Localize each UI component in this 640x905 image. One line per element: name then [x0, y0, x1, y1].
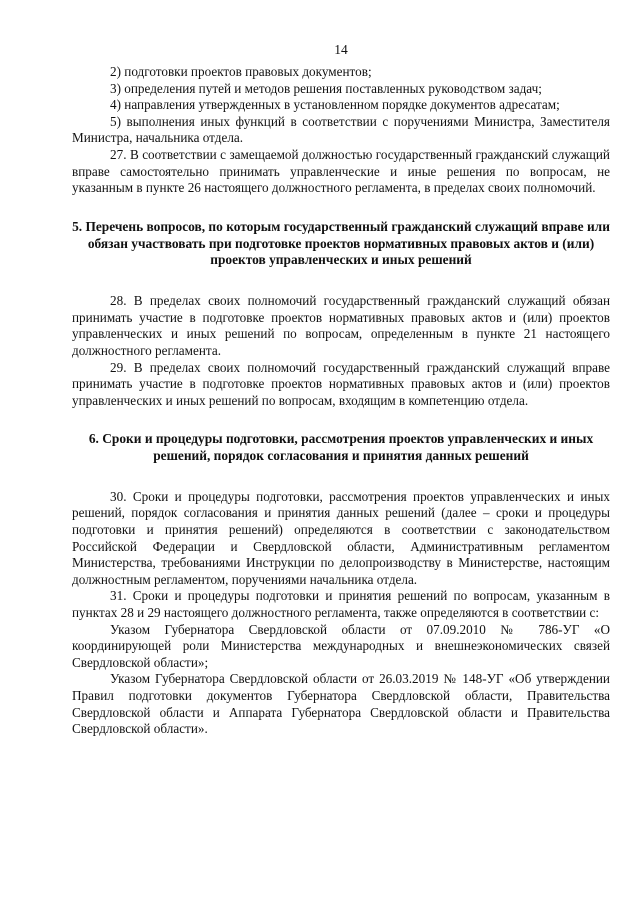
decree-786: Указом Губернатора Свердловской области от 07.09.2010 № 786-УГ «О координирующей роли Министерства международных и внешнеэкономических связей Свердловской области»; [72, 621, 610, 670]
list-item-3: 3) определения путей и методов решения поставленных руководством задач; [110, 80, 542, 96]
paragraph-31: 31. Сроки и процедуры подготовки и принятия решений по вопросам, указанным в пунктах 28 и 29 настоящего должностного регламента, также определяются в соответствии с: [72, 588, 610, 621]
paragraph-29: 29. В пределах своих полномочий государственный гражданский служащий вправе принимать участие в подготовке проектов нормативных правовых актов и (или) проектов управленческих и иных решений по вопросам, входящим в компетенцию отдела. [72, 359, 610, 408]
decree-148: Указом Губернатора Свердловской области от 26.03.2019 № 148-УГ «Об утверждении Правил подготовки документов Губернатора Свердловской области, Правительства Свердловской области и Аппарата Губернатора Свердловской области и Правительства Свердловской области». [72, 671, 610, 737]
list-item-2: 2) подготовки проектов правовых документов; [110, 64, 372, 79]
list-item-4: 4) направления утвержденных в установленном порядке документов адресатам; [110, 97, 560, 113]
page-number: 14 [334, 42, 348, 57]
paragraph-28: 28. В пределах своих полномочий государственный гражданский служащий обязан принимать участие в подготовке проектов нормативных правовых актов и (или) проектов управленческих и иных решений по вопросам, определенным в пункте 21 настоящего должностного регламента. [72, 293, 610, 358]
list-item-5: 5) выполнения иных функций в соответствии с поручениями Министра, Заместителя Министра, начальника отдела. [72, 113, 610, 146]
section-6-heading: 6. Сроки и процедуры подготовки, рассмотрения проектов управленческих и иных решений, порядок согласования и принятия данных решений [88, 431, 594, 464]
document-page [72, 0, 610, 738]
section-5-heading: 5. Перечень вопросов, по которым государственный гражданский служащий вправе или обязан участвовать при подготовке проектов нормативных правовых актов и (или) проектов управленческих и иных решений [72, 218, 610, 268]
paragraph-30: 30. Сроки и процедуры подготовки, рассмотрения проектов управленческих и иных решений, порядок согласования и принятия данных решений (далее – сроки и процедуры подготовки и принятия решений) определяются в соответствии с законодательством Российской Федерации и Свердловской области, Административным регламентом Министерства, требованиями Инструкции по делопроизводству в Министерстве, настоящим должностным регламентом, поручениями начальника отдела. [72, 488, 610, 587]
paragraph-27: 27. В соответствии с замещаемой должностью государственный гражданский служащий вправе самостоятельно принимать управленческие и иные решения по вопросам, не указанным в пункте 26 настоящего должностного регламента, в пределах своих полномочий. [72, 146, 610, 196]
